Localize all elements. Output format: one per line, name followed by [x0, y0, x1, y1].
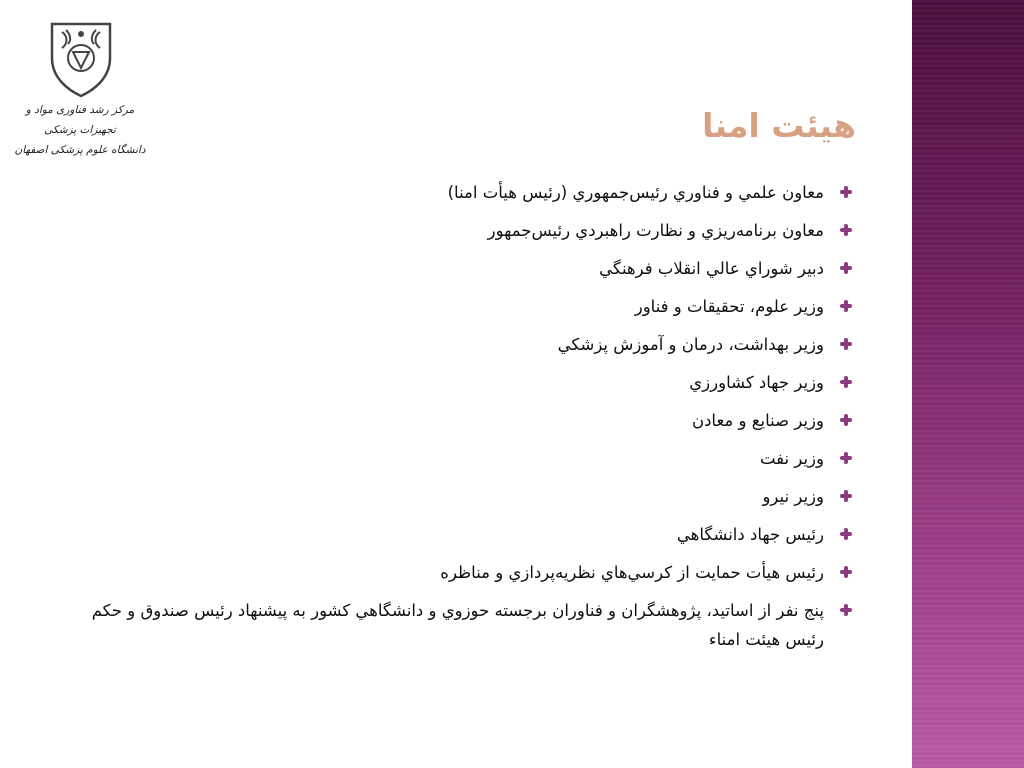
list-item: [80, 406, 852, 435]
list-item-text: وزير صنايع و معادن: [691, 411, 824, 430]
list-item: [80, 520, 852, 549]
diamond-bullet-icon: [840, 490, 852, 502]
diamond-bullet-icon: [840, 300, 852, 312]
list-item: [80, 444, 852, 473]
list-item-text: دبير شوراي عالي انقلاب فرهنگي: [599, 259, 824, 278]
diamond-bullet-icon: [840, 414, 852, 426]
list-item: [80, 178, 852, 207]
diamond-bullet-icon: [840, 452, 852, 464]
diamond-bullet-icon: [840, 338, 852, 350]
slide-title: هيئت امنا: [702, 106, 856, 145]
decorative-side-band: [912, 0, 1024, 768]
list-item: [80, 254, 852, 283]
bullet-list: [80, 178, 852, 663]
logo: [10, 18, 150, 168]
list-item: [80, 292, 852, 321]
list-item-text: وزير جهاد كشاورزي: [689, 373, 824, 392]
list-item-text: وزير علوم، تحقيقات و فناور: [634, 297, 824, 316]
logo-caption-line-1: مرکز رشد فناوری مواد و تجهیزات پزشکی: [25, 104, 135, 136]
list-item: [80, 558, 852, 587]
list-item-text: رئيس جهاد دانشگاهي: [676, 525, 824, 544]
list-item: [80, 596, 852, 654]
diamond-bullet-icon: [840, 224, 852, 236]
diamond-bullet-icon: [840, 262, 852, 274]
list-item-text: وزير نيرو: [762, 487, 824, 506]
diamond-bullet-icon: [840, 604, 852, 616]
diamond-bullet-icon: [840, 376, 852, 388]
list-item-text: معاون علمي و فناوري رئيس‌جمهوري (رئيس هيأت امنا): [447, 183, 824, 202]
diamond-bullet-icon: [840, 528, 852, 540]
list-item-text: رئيس هيأت حمايت از كرسي‌هاي نظريه‌پردازي و مناظره: [440, 563, 824, 582]
diamond-bullet-icon: [840, 186, 852, 198]
list-item-text: وزير بهداشت، درمان و آموزش پزشكي: [557, 335, 824, 354]
diamond-bullet-icon: [840, 566, 852, 578]
university-emblem-icon: [46, 18, 116, 98]
list-item-text: معاون برنامه‌ريزي و نظارت راهبردي رئيس‌جمهور: [487, 221, 824, 240]
list-item: [80, 216, 852, 245]
list-item: [80, 482, 852, 511]
logo-caption-line-2: دانشگاه علوم پزشکی اصفهان: [14, 144, 146, 156]
list-item-text: وزير نفت: [759, 449, 824, 468]
list-item: [80, 330, 852, 359]
list-item-text: پنج نفر از اساتيد، پژوهشگران و فناوران برجسته حوزوي و دانشگاهي كشور به پيشنهاد رئيس صندوق و حكم رئيس هيئت امناء: [91, 601, 824, 649]
list-item: [80, 368, 852, 397]
